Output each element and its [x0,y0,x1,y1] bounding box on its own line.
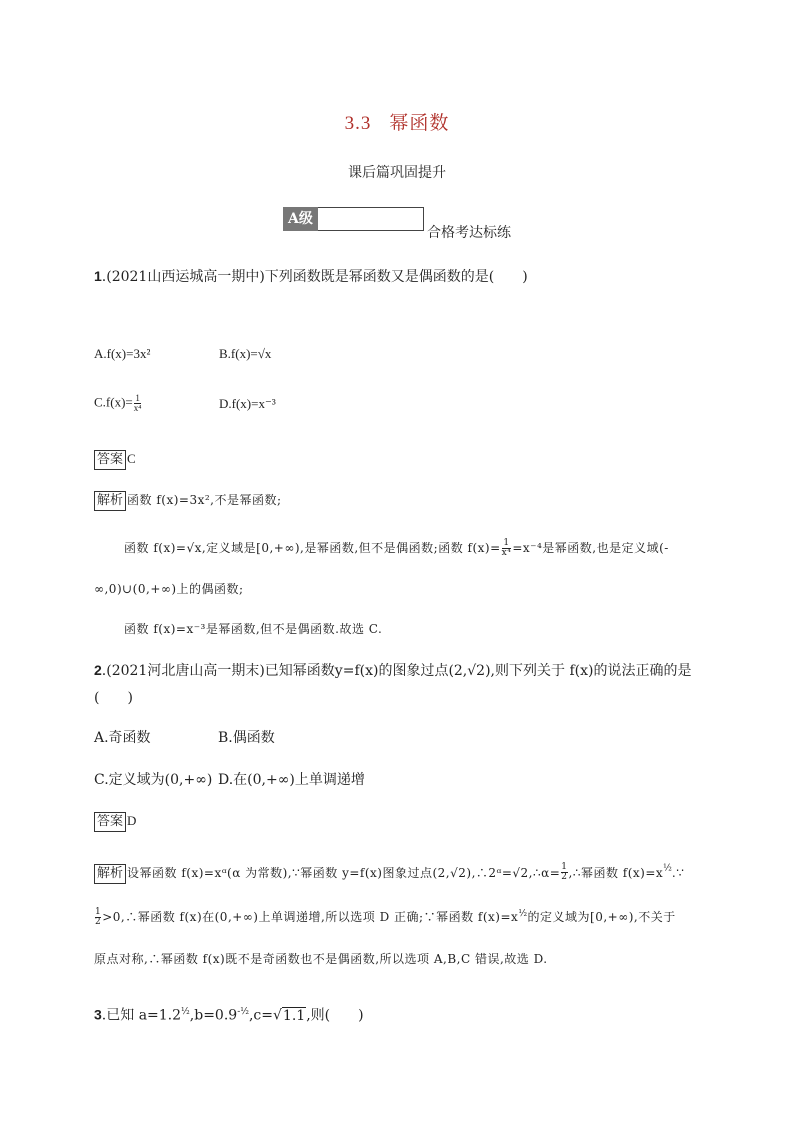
analysis-text: ,∴幂函数 f(x)=x [568,866,664,880]
exponent: ½ [518,909,528,919]
fraction-numerator: 1 [561,862,568,872]
question-1-stem [94,266,528,287]
q1-answer [94,448,136,470]
analysis-text: =x⁻⁴是幂函数,也是定义域(- [512,541,669,555]
q1-option-a: A.f(x)=3x² [94,346,151,361]
q1-analysis-line3: ∞,0)∪(0,+∞)上的偶函数; [94,582,244,596]
fraction-numerator: 1 [95,907,102,917]
section-name: 幂函数 [389,112,450,134]
grade-blank [318,207,424,231]
question-2-stem-line2: ( ) [94,690,133,706]
fraction-denominator: x⁴ [133,403,142,413]
analysis-text: .∵ [671,866,685,880]
analysis-label: 解析 [94,491,126,511]
q1-analysis-line1 [94,489,282,511]
q2-analysis-line3: 原点对称,∴幂函数 f(x)既不是奇函数也不是偶函数,所以选项 A,B,C 错误,故选 D. [94,952,548,966]
fraction-denominator: x⁴ [501,548,512,558]
fraction-denominator: 2 [561,872,568,882]
q2-analysis-line1 [94,862,684,884]
analysis-text: 的定义域为[0,+∞),不关于 [527,910,676,924]
analysis-label: 解析 [94,864,126,884]
exponent: ½ [181,1007,190,1017]
grade-tag: A级 [283,207,318,231]
analysis-fraction [95,908,101,927]
question-2-number: 2 [94,662,102,678]
question-3-text: .已知 a=1.2 [101,1007,182,1024]
analysis-fraction [561,863,567,882]
q1-option-c [94,394,142,413]
question-1-text: .(2021山西运城高一期中)下列函数既是幂函数又是偶函数的是( ) [101,269,528,285]
analysis-text: >0,∴幂函数 f(x)在(0,+∞)上单调递增,所以选项 D 正确;∵幂函数 f(x)=x [102,910,519,924]
q1-option-c-prefix: C.f(x)= [94,394,133,410]
q2-option-b: B.偶函数 [218,730,275,746]
question-3-stem [94,1002,364,1026]
question-3-number: 3 [94,1006,102,1023]
q2-analysis-line2 [94,908,676,927]
answer-value: D [127,813,137,828]
analysis-fraction [502,539,512,558]
analysis-text: 设幂函数 f(x)=xᵅ(α 为常数),∵幂函数 y=f(x)图象过点(2,√2),∴2ᵅ=√2,∴α= [127,866,561,880]
section-title [0,108,794,135]
exponent: ½ [663,863,672,874]
q2-option-a: A.奇函数 [94,730,151,746]
q1-analysis-line2 [124,539,669,558]
question-2-text: .(2021河北唐山高一期末)已知幂函数y=f(x)的图象过点(2,√2),则下列关于 f(x)的说法正确的是 [101,663,692,679]
grade-label-box [283,207,424,231]
q2-option-c: C.定义域为(0,+∞) [94,772,213,788]
q2-answer [94,810,136,832]
fraction-denominator: 2 [95,917,102,927]
question-3-text: ,c= [248,1007,273,1024]
question-3-text: ,则( ) [306,1007,364,1024]
exponent: -½ [237,1007,249,1017]
page-subtitle: 课后篇巩固提升 [348,165,446,181]
fraction-numerator: 1 [135,393,140,403]
section-number: 3.3 [344,113,372,134]
q2-option-d: D.在(0,+∞)上单调递增 [218,772,365,788]
question-3-text: ,b=0.9 [189,1007,238,1024]
answer-label: 答案 [94,812,126,832]
sqrt-expression: √1.1 [273,1007,306,1024]
grade-text: 合格考达标练 [427,225,511,241]
analysis-text: 函数 f(x)=3x²,不是幂函数; [127,493,282,507]
answer-value: C [127,451,136,466]
q1-option-c-fraction [134,394,142,413]
q1-option-b: B.f(x)=√x [219,346,272,361]
question-1-number: 1 [94,268,102,284]
fraction-numerator: 1 [503,538,510,548]
sqrt-radicand: 1.1 [282,1007,306,1024]
analysis-text: 函数 f(x)=√x,定义域是[0,+∞),是幂函数,但不是偶函数;函数 f(x)= [124,541,501,555]
answer-label: 答案 [94,450,126,470]
q1-analysis-line4: 函数 f(x)=x⁻³是幂函数,但不是偶函数.故选 C. [124,622,383,636]
q1-option-d: D.f(x)=x⁻³ [219,396,276,411]
question-2-stem [94,660,691,681]
